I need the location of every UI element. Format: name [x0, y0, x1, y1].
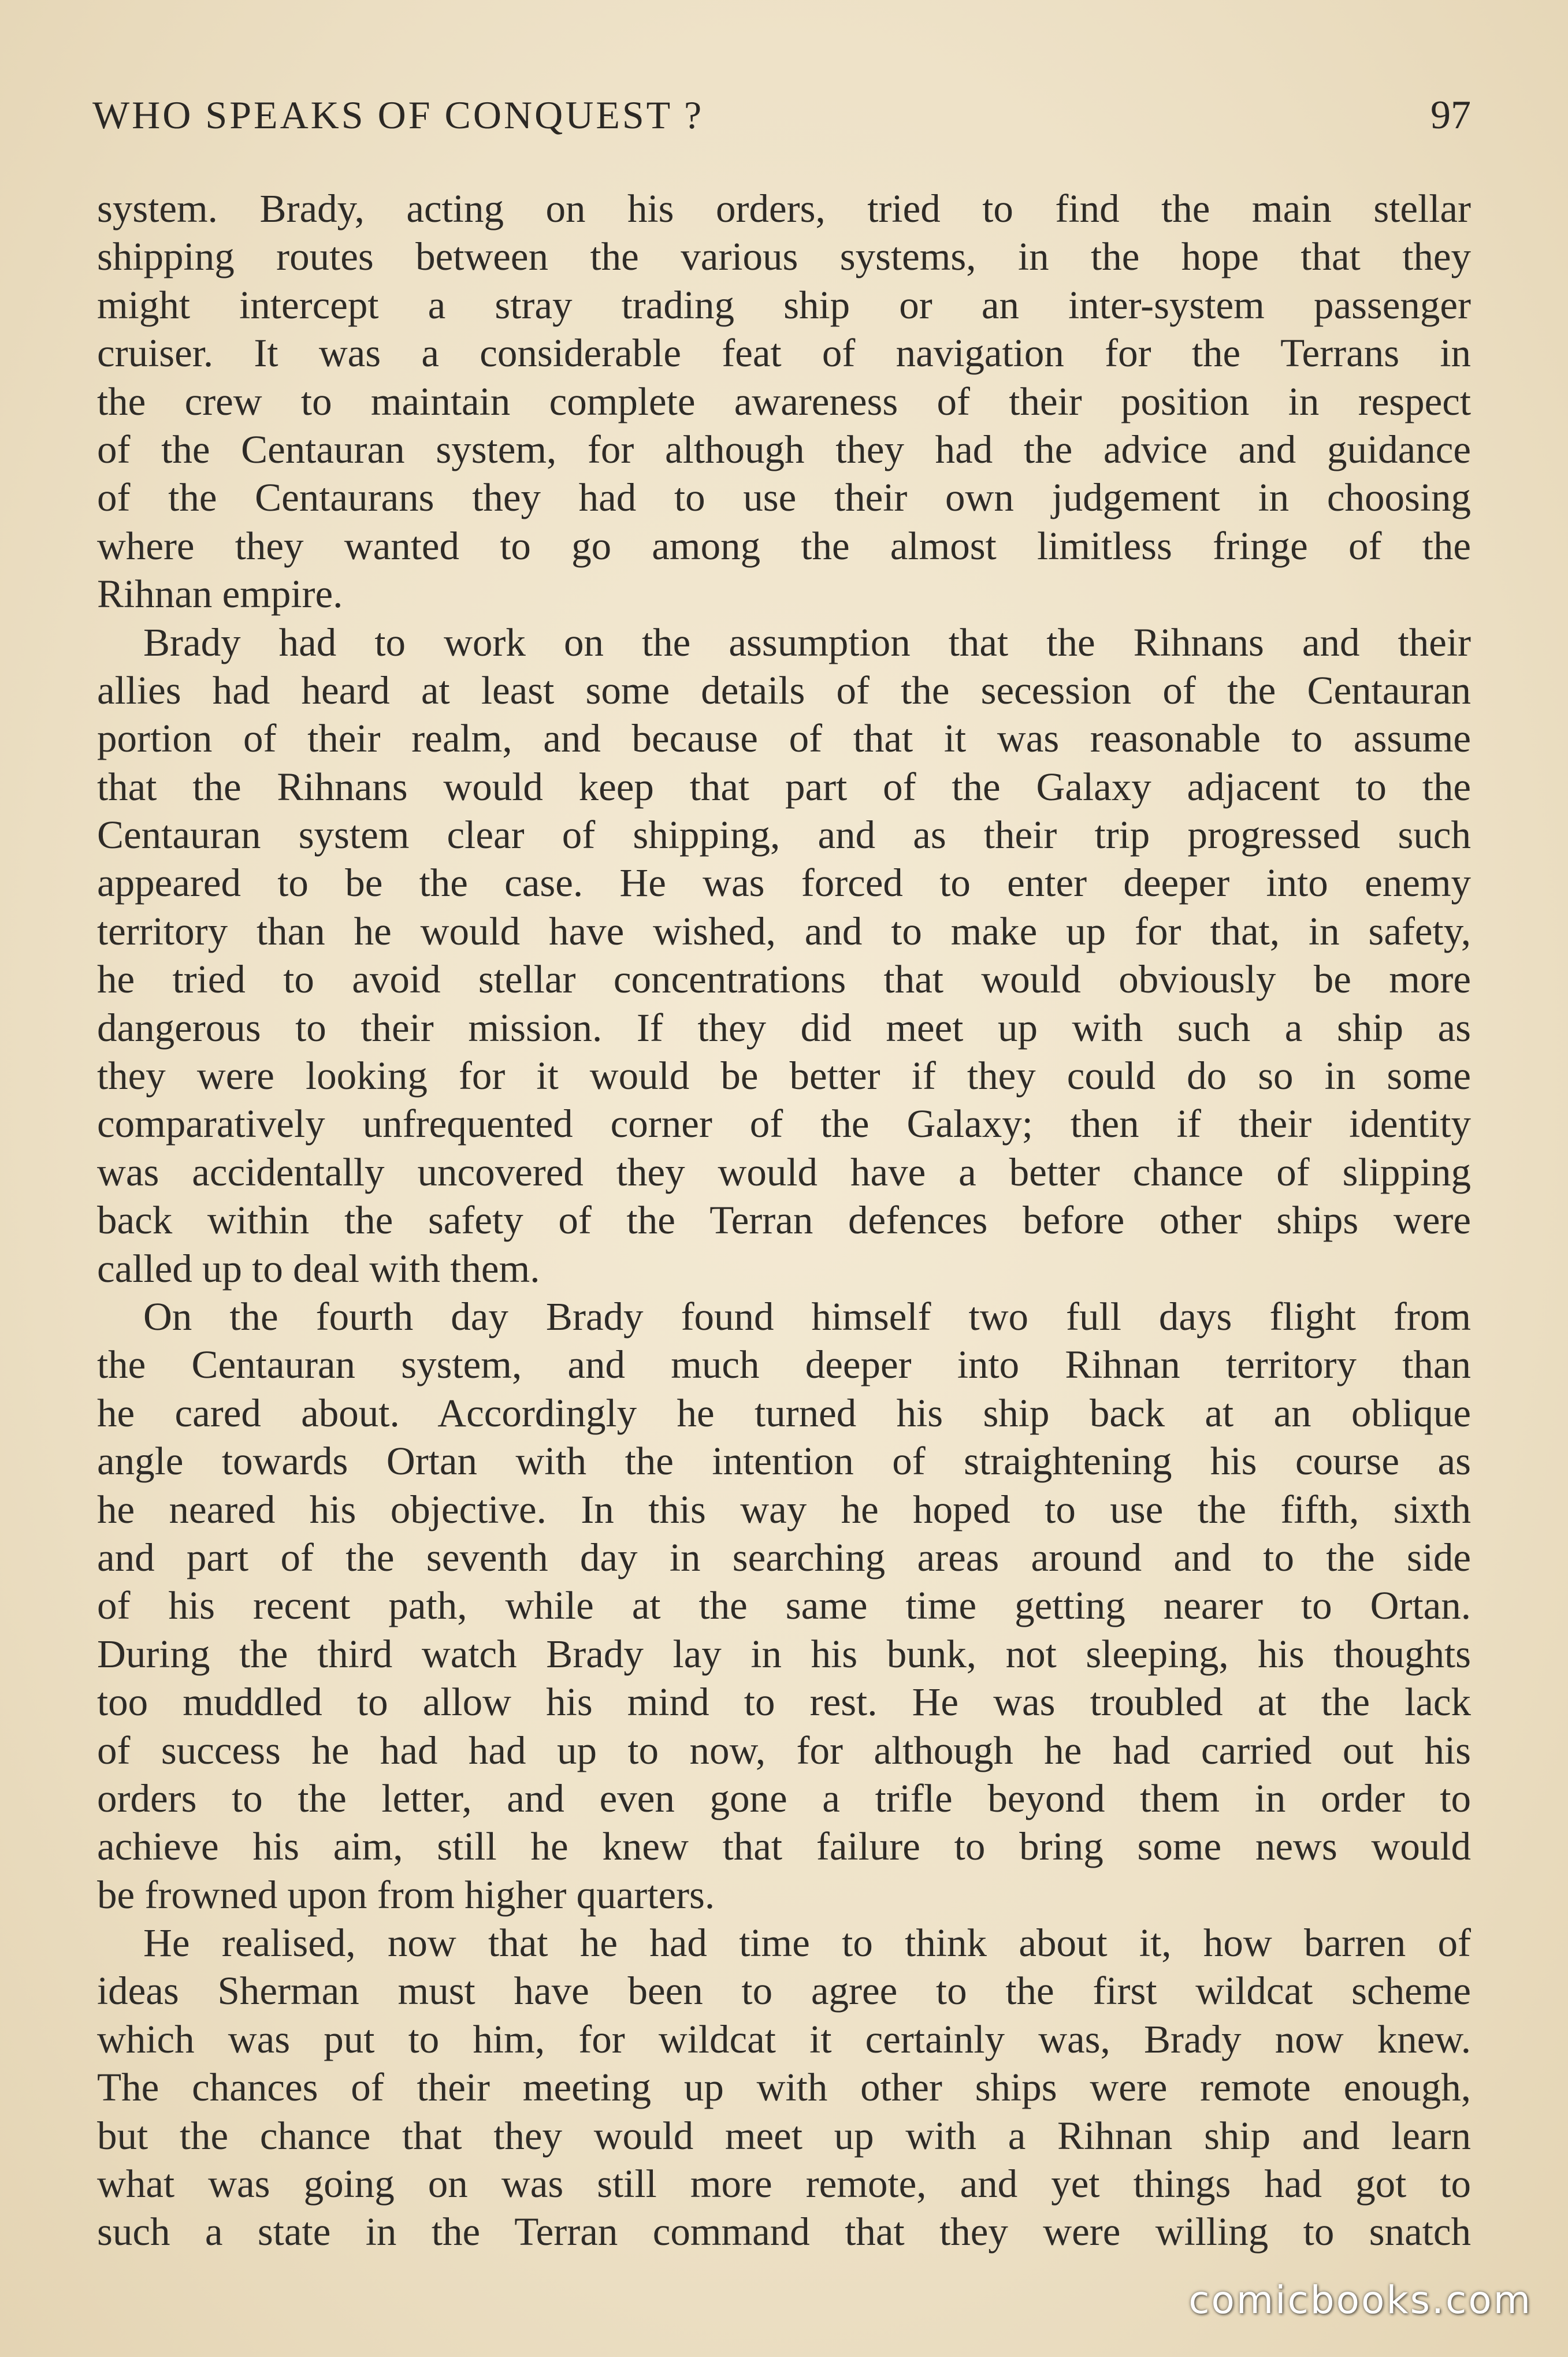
text-line: of the Centaurans they had to use their own judgement in choosing: [97, 475, 1471, 520]
text-line: of success he had had up to now, for although he had carried out his: [97, 1728, 1471, 1772]
text-line: of the Centauran system, for although they had the advice and guidance: [97, 427, 1471, 471]
text-line: the Centauran system, and much deeper into Rihnan territory than: [97, 1343, 1471, 1387]
text-line: cruiser. It was a considerable feat of navigation for the Terrans in: [97, 331, 1471, 376]
text-line: Brady had to work on the assumption that the Rihnans and their: [143, 620, 1471, 664]
text-line: dangerous to their mission. If they did meet up with such a ship as: [97, 1005, 1471, 1050]
page-header: [92, 87, 1471, 150]
body-text: [97, 185, 1471, 2256]
text-line: orders to the letter, and even gone a trifle beyond them in order to: [97, 1776, 1471, 1820]
text-line: called up to deal with them.: [97, 1246, 540, 1291]
text-line: he cared about. Accordingly he turned his ship back at an oblique: [97, 1391, 1471, 1435]
text-line: On the fourth day Brady found himself two full days flight from: [143, 1294, 1471, 1339]
text-line: angle towards Ortan with the intention of straightening his course as: [97, 1439, 1471, 1484]
text-line: too muddled to allow his mind to rest. He was troubled at the lack: [97, 1680, 1471, 1724]
text-line: shipping routes between the various systems, in the hope that they: [97, 235, 1471, 279]
text-line: but the chance that they would meet up with a Rihnan ship and learn: [97, 2113, 1471, 2158]
text-line: Rihnan empire.: [97, 572, 343, 616]
text-line: where they wanted to go among the almost limitless fringe of the: [97, 523, 1471, 568]
text-line: comparatively unfrequented corner of the Galaxy; then if their identity: [97, 1102, 1471, 1146]
text-line: allies had heard at least some details of the secession of the Centauran: [97, 668, 1471, 712]
text-line: system. Brady, acting on his orders, tried to find the main stellar: [97, 187, 1471, 231]
text-line: he tried to avoid stellar concentrations that would obviously be more: [97, 957, 1471, 1002]
text-line: ideas Sherman must have been to agree to the first wildcat scheme: [97, 1969, 1471, 2013]
text-line: territory than he would have wished, and to make up for that, in safety,: [97, 909, 1471, 953]
page-number: 97: [1430, 93, 1471, 137]
text-line: back within the safety of the Terran defences before other ships were: [97, 1198, 1471, 1243]
text-line: During the third watch Brady lay in his bunk, not sleeping, his thoughts: [97, 1631, 1471, 1676]
text-line: was accidentally uncovered they would have a better chance of slipping: [97, 1150, 1471, 1194]
text-line: he neared his objective. In this way he hoped to use the fifth, sixth: [97, 1487, 1471, 1531]
text-line: of his recent path, while at the same time getting nearer to Ortan.: [97, 1583, 1471, 1628]
text-line: they were looking for it would be better if they could do so in some: [97, 1054, 1471, 1098]
running-head: WHO SPEAKS OF CONQUEST ?: [92, 93, 704, 137]
text-line: might intercept a stray trading ship or an inter-system passenger: [97, 282, 1471, 327]
text-line: achieve his aim, still he knew that failure to bring some news would: [97, 1824, 1471, 1869]
text-line: portion of their realm, and because of that it was reasonable to assume: [97, 716, 1471, 761]
text-line: appeared to be the case. He was forced to enter deeper into enemy: [97, 861, 1471, 905]
text-line: be frowned upon from higher quarters.: [97, 1872, 715, 1917]
text-line: The chances of their meeting up with other ships were remote enough,: [97, 2065, 1471, 2110]
text-line: He realised, now that he had time to think about it, how barren of: [143, 1921, 1471, 1965]
text-line: which was put to him, for wildcat it certainly was, Brady now knew.: [97, 2017, 1471, 2061]
text-line: Centauran system clear of shipping, and as their trip progressed such: [97, 813, 1471, 857]
text-line: that the Rihnans would keep that part of the Galaxy adjacent to the: [97, 764, 1471, 809]
text-line: the crew to maintain complete awareness of their position in respect: [97, 379, 1471, 423]
text-line: such a state in the Terran command that they were willing to snatch: [97, 2210, 1471, 2254]
text-line: and part of the seventh day in searching areas around and to the side: [97, 1535, 1471, 1579]
text-line: what was going on was still more remote, and yet things had got to: [97, 2162, 1471, 2206]
watermark: comicbooks.com: [1188, 2278, 1532, 2322]
